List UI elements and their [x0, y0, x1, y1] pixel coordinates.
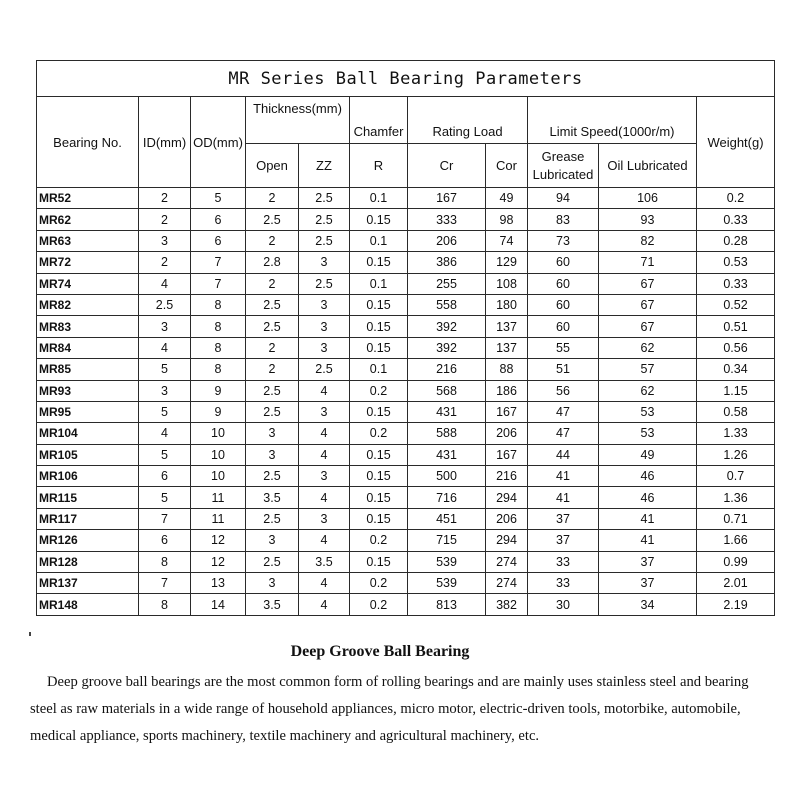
table-cell: 451: [408, 508, 486, 529]
table-cell: 2.5: [246, 316, 299, 337]
table-row: [37, 401, 775, 422]
table-cell: 0.7: [697, 466, 775, 487]
header-thickness: Thickness(mm): [246, 97, 350, 144]
table-cell: 60: [528, 273, 599, 294]
table-cell: 7: [139, 573, 191, 594]
bearing-model-cell: MR106: [37, 466, 139, 487]
table-cell: 7: [191, 273, 246, 294]
table-cell: 55: [528, 337, 599, 358]
bearing-model-cell: MR128: [37, 551, 139, 572]
table-cell: 0.1: [350, 188, 408, 209]
table-cell: 41: [528, 487, 599, 508]
table-cell: 216: [408, 359, 486, 380]
header-open: Open: [246, 144, 299, 188]
table-cell: 71: [599, 252, 697, 273]
table-cell: 49: [599, 444, 697, 465]
table-cell: 93: [599, 209, 697, 230]
table-cell: 37: [528, 530, 599, 551]
table-cell: 2: [139, 252, 191, 273]
table-cell: 3.5: [299, 551, 350, 572]
table-row: [37, 316, 775, 337]
table-cell: 30: [528, 594, 599, 615]
bearing-model-cell: MR85: [37, 359, 139, 380]
table-cell: 1.33: [697, 423, 775, 444]
header-rating-load: Rating Load: [408, 97, 528, 144]
table-cell: 62: [599, 337, 697, 358]
table-cell: 2: [246, 273, 299, 294]
bearing-model-cell: MR117: [37, 508, 139, 529]
table-cell: 2: [246, 337, 299, 358]
table-cell: 10: [191, 466, 246, 487]
table-row: [37, 188, 775, 209]
table-cell: 0.2: [697, 188, 775, 209]
table-cell: 333: [408, 209, 486, 230]
table-cell: 0.2: [350, 380, 408, 401]
table-cell: 0.15: [350, 444, 408, 465]
table-cell: 57: [599, 359, 697, 380]
table-cell: 51: [528, 359, 599, 380]
table-row: [37, 594, 775, 615]
table-cell: 0.1: [350, 230, 408, 251]
header-grease: Grease Lubricated: [528, 144, 599, 188]
table-cell: 3: [299, 401, 350, 422]
table-cell: 60: [528, 294, 599, 315]
table-cell: 11: [191, 487, 246, 508]
bearing-model-cell: MR137: [37, 573, 139, 594]
description-heading: Deep Groove Ball Bearing: [290, 643, 470, 660]
table-cell: 0.99: [697, 551, 775, 572]
table-cell: 73: [528, 230, 599, 251]
table-cell: 60: [528, 252, 599, 273]
table-cell: 0.56: [697, 337, 775, 358]
table-cell: 3: [299, 508, 350, 529]
table-cell: 0.53: [697, 252, 775, 273]
table-cell: 716: [408, 487, 486, 508]
table-cell: 186: [486, 380, 528, 401]
table-cell: 588: [408, 423, 486, 444]
table-cell: 3: [139, 316, 191, 337]
header-r: R: [350, 144, 408, 188]
table-cell: 37: [599, 573, 697, 594]
table-cell: 0.2: [350, 530, 408, 551]
table-cell: 4: [299, 444, 350, 465]
table-cell: 274: [486, 573, 528, 594]
table-cell: 3: [139, 230, 191, 251]
table-cell: 0.58: [697, 401, 775, 422]
table-cell: 9: [191, 401, 246, 422]
table-cell: 129: [486, 252, 528, 273]
table-cell: 431: [408, 401, 486, 422]
table-cell: 33: [528, 551, 599, 572]
header-cor: Cor: [486, 144, 528, 188]
table-cell: 5: [139, 359, 191, 380]
table-cell: 4: [139, 423, 191, 444]
table-row: [37, 230, 775, 251]
table-cell: 98: [486, 209, 528, 230]
table-cell: 60: [528, 316, 599, 337]
table-cell: 0.33: [697, 273, 775, 294]
table-cell: 3.5: [246, 487, 299, 508]
table-cell: 3: [299, 466, 350, 487]
table-cell: 94: [528, 188, 599, 209]
table-row: [37, 209, 775, 230]
table-cell: 46: [599, 466, 697, 487]
table-cell: 2.5: [246, 466, 299, 487]
header-id: ID(mm): [139, 97, 191, 188]
header-limit-speed: Limit Speed(1000r/m): [528, 97, 697, 144]
bearing-model-cell: MR104: [37, 423, 139, 444]
table-cell: 813: [408, 594, 486, 615]
table-cell: 10: [191, 444, 246, 465]
table-cell: 88: [486, 359, 528, 380]
table-cell: 2.5: [246, 508, 299, 529]
table-row: [37, 508, 775, 529]
table-cell: 2: [139, 209, 191, 230]
table-cell: 0.71: [697, 508, 775, 529]
table-cell: 5: [139, 444, 191, 465]
table-body: [37, 188, 775, 616]
table-cell: 4: [299, 487, 350, 508]
table-cell: 6: [191, 230, 246, 251]
table-cell: 53: [599, 423, 697, 444]
table-cell: 62: [599, 380, 697, 401]
header-weight: Weight(g): [697, 97, 775, 188]
bearing-model-cell: MR115: [37, 487, 139, 508]
table-cell: 8: [191, 294, 246, 315]
table-cell: 8: [191, 337, 246, 358]
table-cell: 0.34: [697, 359, 775, 380]
table-cell: 558: [408, 294, 486, 315]
table-cell: 37: [528, 508, 599, 529]
table-cell: 74: [486, 230, 528, 251]
table-cell: 8: [191, 359, 246, 380]
table-cell: 137: [486, 337, 528, 358]
table-cell: 67: [599, 316, 697, 337]
bearing-model-cell: MR72: [37, 252, 139, 273]
table-cell: 12: [191, 551, 246, 572]
table-cell: 11: [191, 508, 246, 529]
table-cell: 13: [191, 573, 246, 594]
table-cell: 3: [139, 380, 191, 401]
table-row: [37, 337, 775, 358]
table-cell: 0.52: [697, 294, 775, 315]
table-cell: 8: [191, 316, 246, 337]
table-cell: 3: [299, 316, 350, 337]
table-cell: 392: [408, 337, 486, 358]
table-cell: 2.8: [246, 252, 299, 273]
header-cr: Cr: [408, 144, 486, 188]
table-cell: 1.15: [697, 380, 775, 401]
table-cell: 9: [191, 380, 246, 401]
table-cell: 294: [486, 487, 528, 508]
table-cell: 2.5: [246, 209, 299, 230]
table-title: MR Series Ball Bearing Parameters: [37, 61, 775, 97]
table-cell: 5: [139, 487, 191, 508]
table-cell: 386: [408, 252, 486, 273]
table-cell: 4: [299, 594, 350, 615]
table-cell: 2.5: [299, 209, 350, 230]
table-cell: 46: [599, 487, 697, 508]
table-cell: 2.19: [697, 594, 775, 615]
table-cell: 2: [246, 359, 299, 380]
bearing-model-cell: MR62: [37, 209, 139, 230]
table-cell: 274: [486, 551, 528, 572]
table-cell: 0.51: [697, 316, 775, 337]
table-cell: 500: [408, 466, 486, 487]
header-bearing-no: Bearing No.: [37, 97, 139, 188]
table-cell: 82: [599, 230, 697, 251]
table-row: [37, 273, 775, 294]
table-cell: 2: [139, 188, 191, 209]
table-cell: 6: [139, 530, 191, 551]
header-zz: ZZ: [299, 144, 350, 188]
table-cell: 206: [486, 508, 528, 529]
table-cell: 47: [528, 401, 599, 422]
table-cell: 4: [299, 380, 350, 401]
table-cell: 206: [408, 230, 486, 251]
table-cell: 0.15: [350, 551, 408, 572]
table-cell: 3: [246, 423, 299, 444]
header-oil: Oil Lubricated: [599, 144, 697, 188]
table-cell: 83: [528, 209, 599, 230]
table-cell: 3: [246, 530, 299, 551]
header-od: OD(mm): [191, 97, 246, 188]
table-cell: 0.2: [350, 573, 408, 594]
table-cell: 0.15: [350, 316, 408, 337]
table-cell: 3: [299, 294, 350, 315]
table-cell: 56: [528, 380, 599, 401]
table-cell: 0.15: [350, 466, 408, 487]
table-cell: 0.15: [350, 487, 408, 508]
bearing-model-cell: MR82: [37, 294, 139, 315]
table-cell: 1.36: [697, 487, 775, 508]
description-body: Deep groove ball bearings are the most common form of rolling bearings and are mainly uses stainless steel and bearing steel as raw materials in a wide range of household appliances, micro motor, electric-driven tools, motorbike, automobile, medical appliance, sports machinery, textile machinery and agricultural machinery, etc.: [30, 674, 749, 744]
table-cell: 294: [486, 530, 528, 551]
table-cell: 0.15: [350, 209, 408, 230]
table-cell: 539: [408, 551, 486, 572]
table-row: [37, 444, 775, 465]
table-cell: 2.5: [299, 188, 350, 209]
table-cell: 49: [486, 188, 528, 209]
table-cell: 2.5: [246, 294, 299, 315]
table-cell: 0.33: [697, 209, 775, 230]
table-cell: 37: [599, 551, 697, 572]
table-cell: 2.01: [697, 573, 775, 594]
table-cell: 0.15: [350, 401, 408, 422]
bearing-model-cell: MR93: [37, 380, 139, 401]
table-cell: 3.5: [246, 594, 299, 615]
table-cell: 2.5: [299, 273, 350, 294]
table-cell: 216: [486, 466, 528, 487]
table-cell: 10: [191, 423, 246, 444]
table-cell: 2.5: [246, 380, 299, 401]
table-cell: 67: [599, 273, 697, 294]
table-cell: 5: [139, 401, 191, 422]
table-cell: 8: [139, 551, 191, 572]
table-cell: 0.15: [350, 252, 408, 273]
table-cell: 2.5: [246, 401, 299, 422]
bearing-model-cell: MR74: [37, 273, 139, 294]
table-cell: 4: [299, 573, 350, 594]
table-row: [37, 487, 775, 508]
table-cell: 2: [246, 188, 299, 209]
bearing-parameters-table: [36, 60, 775, 616]
table-cell: 2.5: [246, 551, 299, 572]
bearing-model-cell: MR126: [37, 530, 139, 551]
table-cell: 0.15: [350, 508, 408, 529]
bearing-model-cell: MR105: [37, 444, 139, 465]
table-row: [37, 466, 775, 487]
table-cell: 0.28: [697, 230, 775, 251]
bearing-model-cell: MR63: [37, 230, 139, 251]
table-cell: 206: [486, 423, 528, 444]
table-row: [37, 252, 775, 273]
table-row: [37, 380, 775, 401]
table-cell: 41: [599, 530, 697, 551]
table-cell: 2.5: [299, 359, 350, 380]
table-cell: 3: [246, 573, 299, 594]
table-row: [37, 423, 775, 444]
table-cell: 167: [408, 188, 486, 209]
table-row: [37, 359, 775, 380]
table-row: [37, 294, 775, 315]
table-cell: 108: [486, 273, 528, 294]
table-row: [37, 530, 775, 551]
table-cell: 41: [528, 466, 599, 487]
table-cell: 0.1: [350, 273, 408, 294]
table-row: [37, 551, 775, 572]
table-cell: 167: [486, 401, 528, 422]
table-cell: 5: [191, 188, 246, 209]
table-cell: 137: [486, 316, 528, 337]
stray-mark: [29, 632, 31, 636]
table-cell: 2: [246, 230, 299, 251]
table-cell: 7: [139, 508, 191, 529]
table-cell: 180: [486, 294, 528, 315]
table-cell: 6: [191, 209, 246, 230]
table-cell: 382: [486, 594, 528, 615]
table-cell: 0.15: [350, 294, 408, 315]
table-cell: 1.26: [697, 444, 775, 465]
table-cell: 1.66: [697, 530, 775, 551]
bearing-model-cell: MR84: [37, 337, 139, 358]
table-cell: 47: [528, 423, 599, 444]
table-cell: 4: [299, 423, 350, 444]
bearing-model-cell: MR83: [37, 316, 139, 337]
table-cell: 539: [408, 573, 486, 594]
table-cell: 255: [408, 273, 486, 294]
table-cell: 53: [599, 401, 697, 422]
table-cell: 4: [299, 530, 350, 551]
table-cell: 106: [599, 188, 697, 209]
table-cell: 44: [528, 444, 599, 465]
table-cell: 0.2: [350, 423, 408, 444]
table-cell: 34: [599, 594, 697, 615]
table-cell: 715: [408, 530, 486, 551]
table-cell: 2.5: [299, 230, 350, 251]
table-cell: 41: [599, 508, 697, 529]
table-cell: 3: [299, 252, 350, 273]
table-cell: 6: [139, 466, 191, 487]
table-cell: 0.1: [350, 359, 408, 380]
bearing-model-cell: MR95: [37, 401, 139, 422]
table-cell: 67: [599, 294, 697, 315]
table-row: [37, 573, 775, 594]
table-cell: 4: [139, 273, 191, 294]
table-cell: 8: [139, 594, 191, 615]
table-cell: 3: [246, 444, 299, 465]
table-cell: 33: [528, 573, 599, 594]
header-chamfer: Chamfer: [350, 97, 408, 144]
table-cell: 431: [408, 444, 486, 465]
table-cell: 3: [299, 337, 350, 358]
table-cell: 167: [486, 444, 528, 465]
table-cell: 0.15: [350, 337, 408, 358]
table-cell: 2.5: [139, 294, 191, 315]
table-cell: 4: [139, 337, 191, 358]
table-cell: 14: [191, 594, 246, 615]
table-cell: 12: [191, 530, 246, 551]
bearing-model-cell: MR148: [37, 594, 139, 615]
table-cell: 392: [408, 316, 486, 337]
table-cell: 7: [191, 252, 246, 273]
bearing-model-cell: MR52: [37, 188, 139, 209]
table-cell: 568: [408, 380, 486, 401]
table-cell: 0.2: [350, 594, 408, 615]
